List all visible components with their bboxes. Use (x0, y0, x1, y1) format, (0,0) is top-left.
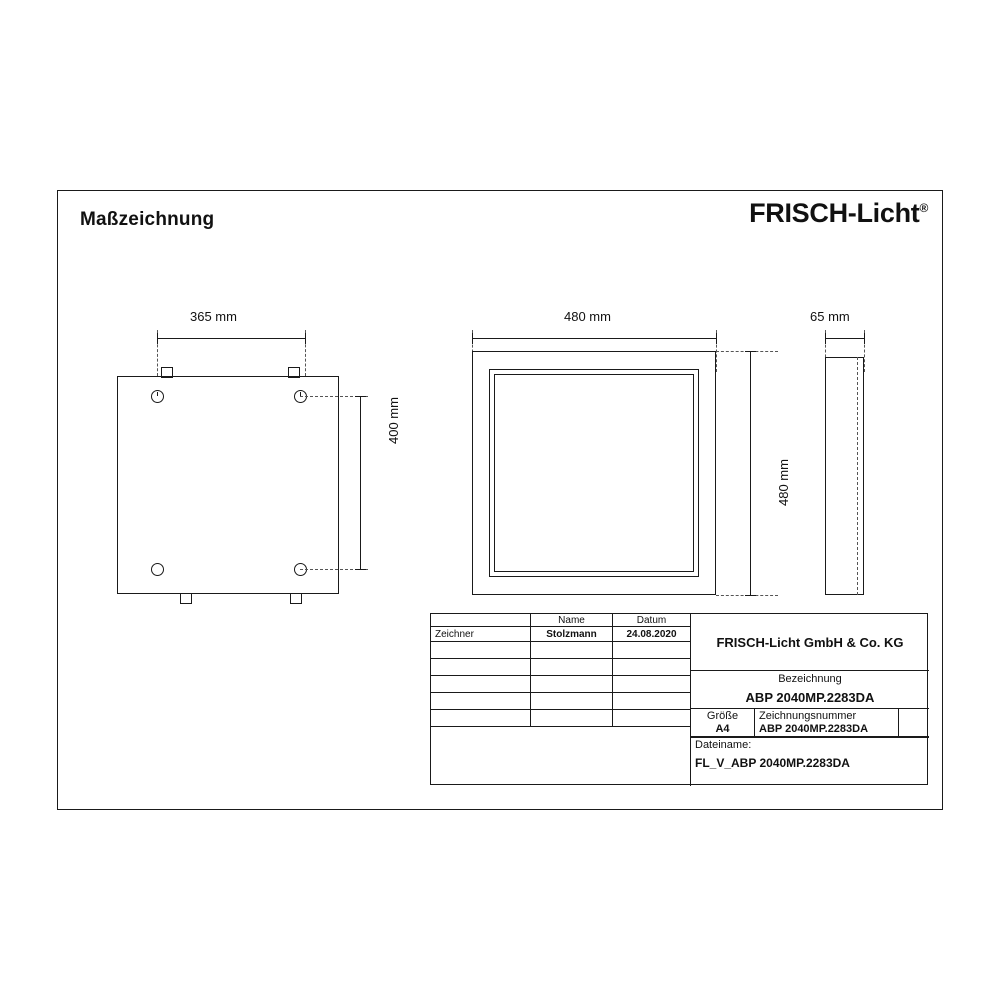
tb-date-zeichner: 24.08.2020 (613, 627, 691, 642)
tb-row4-date (613, 676, 691, 693)
tb-header-date: Datum (613, 614, 691, 627)
dim-tick-365-right (305, 333, 306, 344)
tb-role-zeichner: Zeichner (431, 627, 531, 642)
mount-tab-top-left (161, 367, 173, 378)
title-block (430, 613, 928, 785)
dim-line-400 (360, 396, 361, 569)
tb-zeichnungsnummer-label: Zeichnungsnummer (755, 709, 899, 722)
dim-tick-365-left (157, 333, 158, 344)
dim-tick-400-bottom (355, 569, 366, 570)
mount-hole-bottom-left (151, 563, 164, 576)
mount-tab-top-right (288, 367, 300, 378)
side-view-body (825, 357, 864, 595)
hole-tick-top-left (157, 392, 158, 396)
dim-line-365 (157, 338, 305, 339)
dim-tick-65-left (825, 333, 826, 344)
tb-dateiname-label: Dateiname: (695, 739, 752, 751)
tb-row3-role (431, 659, 531, 676)
tb-row6-date (613, 710, 691, 727)
tb-header-blank (431, 614, 531, 627)
tb-row5-name (531, 693, 613, 710)
tb-bezeichnung-value: ABP 2040MP.2283DA (691, 687, 929, 709)
tb-zeichnungsnummer-value: ABP 2040MP.2283DA (755, 722, 899, 737)
tb-header-name: Name (531, 614, 613, 627)
tb-groesse-label: Größe (691, 709, 755, 722)
tb-row3-name (531, 659, 613, 676)
dim-tick-400-top (355, 396, 366, 397)
mount-tab-bottom-left (180, 593, 192, 604)
dim-label-400: 400 mm (386, 397, 401, 444)
dim-line-65 (825, 338, 864, 339)
dim-line-480h (750, 351, 751, 595)
dim-line-480w (472, 338, 716, 339)
dim-tick-480w-right (716, 333, 717, 344)
tb-row6-name (531, 710, 613, 727)
tb-revision-cell (899, 709, 929, 737)
tb-left-filler (431, 727, 691, 786)
tb-bezeichnung-label: Bezeichnung (778, 673, 842, 685)
tb-name-zeichner: Stolzmann (531, 627, 613, 642)
tb-row2-role (431, 642, 531, 659)
mount-tab-bottom-right (290, 593, 302, 604)
dim-label-480-width: 480 mm (564, 309, 611, 324)
tb-sep-line (691, 737, 929, 738)
tb-row6-role (431, 710, 531, 727)
front-panel-lens (494, 374, 694, 572)
tb-row2-date (613, 642, 691, 659)
tb-row4-role (431, 676, 531, 693)
dim-tick-480h-bottom (745, 595, 756, 596)
back-plate-outline (117, 376, 339, 594)
tb-row5-date (613, 693, 691, 710)
tb-groesse-value: A4 (691, 722, 755, 737)
dim-tick-480h-top (745, 351, 756, 352)
dim-label-365: 365 mm (190, 309, 237, 324)
tb-row3-date (613, 659, 691, 676)
registered-mark: ® (919, 201, 928, 215)
tb-row2-name (531, 642, 613, 659)
dim-tick-480w-left (472, 333, 473, 344)
tb-company: FRISCH-Licht GmbH & Co. KG (691, 614, 929, 671)
dim-label-480-height: 480 mm (776, 459, 791, 506)
dim-tick-65-right (864, 333, 865, 344)
tb-dateiname-value: FL_V_ABP 2040MP.2283DA (695, 756, 850, 770)
company-logo (749, 198, 928, 229)
side-view-hidden-edge (857, 357, 858, 595)
brand-name: FRISCH-Licht (749, 198, 920, 228)
dim-label-65: 65 mm (810, 309, 850, 324)
page-title: Maßzeichnung (80, 209, 215, 230)
tb-row5-role (431, 693, 531, 710)
tb-row4-name (531, 676, 613, 693)
